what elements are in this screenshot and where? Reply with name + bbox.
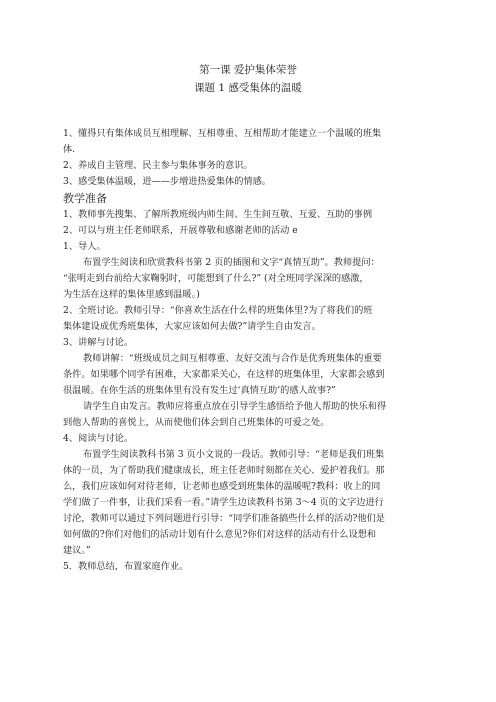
body-line: 到他人帮助的喜悦上，从而使他们体会到自己班集体的可爱之处。 bbox=[63, 417, 330, 428]
body-line: 建议。” bbox=[63, 545, 91, 556]
body-line: 布置学生阅读教科书第 3 页小文说的一段话。教师引导：“老师是我们班集 bbox=[83, 449, 385, 460]
lesson-subtitle: 课题 1 感受集体的温暖 bbox=[194, 82, 302, 94]
body-line: 5．教师总结，布置家庭作业。 bbox=[63, 561, 189, 572]
prep-line: 2、可以与班主任老师联系，开展尊敬和感谢老师的活动 e bbox=[63, 225, 298, 236]
body-line: 请学生自由发言。教师应将重点放在引导学生感悟给予他人帮助的快乐和得 bbox=[83, 401, 387, 412]
body-line: 很温暖。在你生活的班集体里有没有发生过‘真情互助’的感人故事?” bbox=[63, 385, 336, 396]
body-line: 教师讲解：“班级成员之间互相尊重、友好交流与合作是优秀班集体的重要 bbox=[83, 353, 382, 364]
body-line: 学们做了一件事，让我们采看一看。”请学生边读教科书第 3～4 页的文字边进行 bbox=[63, 497, 384, 508]
body-line: 如何做的?你们对他们的活动计划有什么意见?你们对这样的活动有什么设想和 bbox=[63, 529, 377, 540]
body-line: 条件。如果哪个同学有困难，大家都采关心，在这样的班集体里，大家都会感到 bbox=[63, 369, 385, 380]
body-line: 么，我们应该如何对待老师，让老师也感受到班集体的温暖呢?教科：收上的同 bbox=[63, 481, 381, 492]
lesson-title: 第一课 爱护集体荣誉 bbox=[199, 64, 297, 76]
objective-line: 3、感受集体温暖，进——步增进热爱集体的情感。 bbox=[63, 176, 271, 187]
body-line: “张明走到台前给大家鞠躬时，可能想到了什么?” (对全班同学深深的感激， bbox=[63, 273, 369, 284]
objective-line: 体. bbox=[63, 144, 76, 155]
body-line: 布置学生阅读和欣赏教科书第 2 页的插图和文字“真情互助”。教师提问： bbox=[83, 257, 380, 268]
body-line: 4、阅读与讨论。 bbox=[63, 433, 134, 444]
body-line: 为生活在这样的集体里感到温暖。) bbox=[63, 289, 200, 300]
body-line: 集体建设成优秀班集体，大家应该如何去做?”请学生自由发言。 bbox=[63, 321, 321, 332]
objective-line: 1、懂得只有集体成员互相理解、互相尊重、互相帮助才能建立一个温暖的班集 bbox=[63, 128, 382, 139]
objective-line: 2、养成自主管理、民主参与集体事务的意识。 bbox=[63, 160, 253, 171]
prep-line: 1、教师事先搜集、了解所教班级内师生间、生生间互敬、互爱、互助的事例 bbox=[63, 209, 373, 220]
prep-heading: 教学准备 bbox=[63, 192, 107, 205]
body-line: 1、导人。 bbox=[63, 241, 106, 252]
body-line: 3、讲解与讨论。 bbox=[63, 337, 134, 348]
body-line: 讨沦，教师可以通过下列问题进行引导：“同学们准备搞些什么样的活动?他们是 bbox=[63, 513, 385, 524]
body-line: 2、全班讨论。教师引导：“你喜欢生活在什么样的班集体里?为了将我们的班 bbox=[63, 305, 373, 316]
body-line: 体的一员，为了帮助我们健康成长，班主任老师时刻都在关心、爱护着我们。那 bbox=[63, 465, 385, 476]
